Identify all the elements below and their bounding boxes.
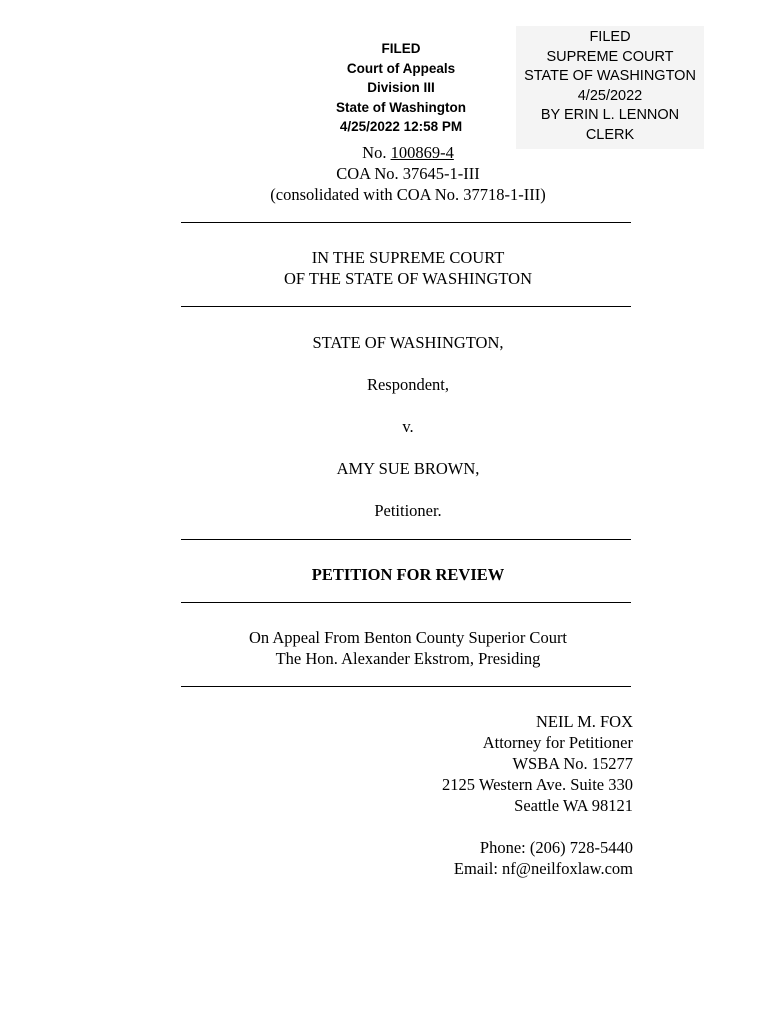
coa-stamp-line: State of Washington — [336, 99, 466, 115]
respondent-name: STATE OF WASHINGTON, — [312, 333, 504, 352]
spacer — [442, 816, 633, 837]
divider-rule — [181, 602, 631, 603]
sc-stamp-line: SUPREME COURT — [546, 48, 674, 65]
case-number-value: 100869-4 — [390, 143, 454, 162]
divider-rule — [181, 686, 631, 687]
supreme-court-filed-stamp — [516, 26, 704, 149]
petitioner-role: Petitioner. — [374, 501, 442, 520]
sc-stamp-line: FILED — [589, 29, 631, 45]
case-number-prefix: No. — [362, 143, 391, 162]
attorney-name: NEIL M. FOX — [535, 712, 633, 731]
divider-rule — [181, 222, 631, 223]
attorney-address-line-2: Seattle WA 98121 — [514, 796, 633, 815]
respondent-role: Respondent, — [366, 375, 450, 394]
coa-case-number: COA No. 37645-1-III — [336, 164, 480, 183]
document-title: PETITION FOR REVIEW — [311, 565, 505, 584]
attorney-block — [442, 711, 633, 879]
sc-stamp-line: 4/25/2022 — [577, 87, 643, 104]
presiding-judge: The Hon. Alexander Ekstrom, Presiding — [275, 649, 541, 668]
sc-stamp-line: STATE OF WASHINGTON — [524, 68, 696, 84]
coa-stamp-line: 4/25/2022 12:58 PM — [339, 119, 463, 134]
attorney-phone: Phone: (206) 728-5440 — [479, 838, 633, 857]
court-name-line-1: IN THE SUPREME COURT — [311, 248, 505, 267]
attorney-address-line-1: 2125 Western Ave. Suite 330 — [442, 775, 633, 794]
court-of-appeals-filed-stamp — [316, 39, 486, 137]
divider-rule — [181, 539, 631, 540]
versus: v. — [402, 417, 414, 436]
attorney-email: Email: nf@neilfoxlaw.com — [453, 859, 633, 878]
coa-stamp-line: Division III — [367, 80, 435, 95]
appeal-court: On Appeal From Benton County Superior Court — [248, 628, 568, 647]
attorney-role: Attorney for Petitioner — [482, 733, 633, 752]
consolidated-case-number: (consolidated with COA No. 37718-1-III) — [270, 185, 546, 204]
sc-stamp-line: BY ERIN L. LENNON — [540, 107, 680, 123]
court-name-line-2: OF THE STATE OF WASHINGTON — [283, 269, 533, 288]
divider-rule — [181, 306, 631, 307]
coa-stamp-line: FILED — [381, 41, 421, 56]
petitioner-name: AMY SUE BROWN, — [336, 459, 480, 478]
coa-stamp-line: Court of Appeals — [346, 60, 456, 76]
supreme-court-case-number — [0, 142, 770, 163]
attorney-wsba: WSBA No. 15277 — [512, 754, 633, 773]
sc-stamp-line: CLERK — [585, 126, 635, 143]
